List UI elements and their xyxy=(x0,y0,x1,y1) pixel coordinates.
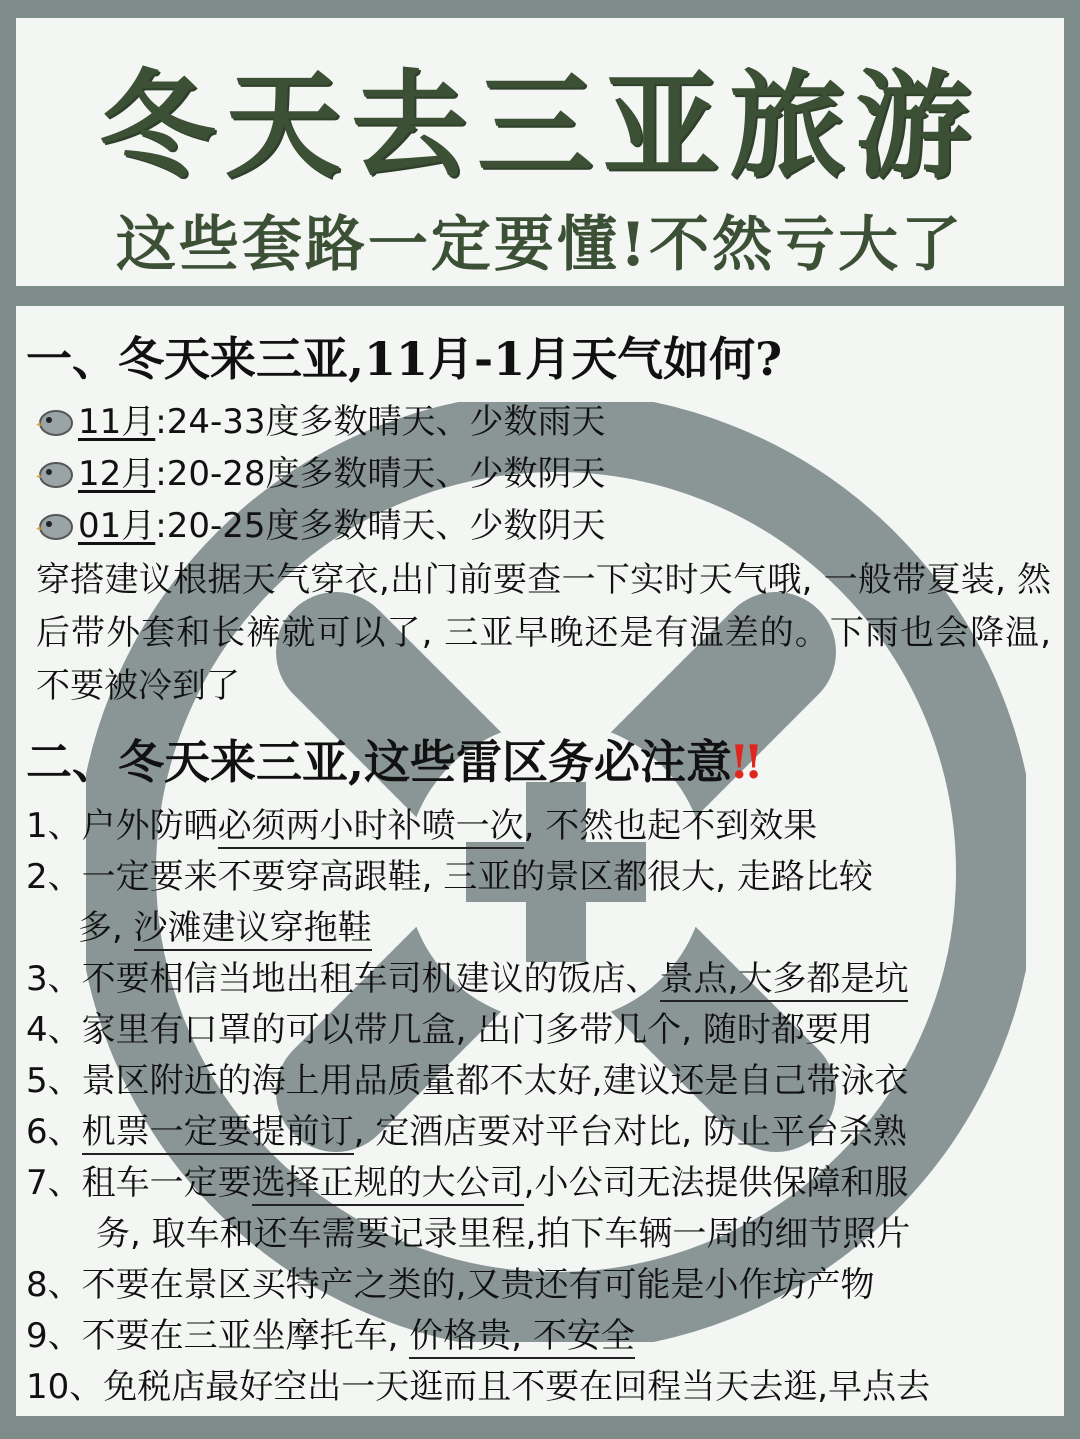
tip-text: 6、 xyxy=(26,1112,82,1152)
double-exclamation-icon: ‼ xyxy=(732,735,755,789)
tip-item xyxy=(26,1056,1064,1107)
tips-list xyxy=(26,801,1064,1413)
tip-item xyxy=(26,1311,1064,1362)
tip-text: 2、一定要来不要穿高跟鞋, 三亚的景区都很大, 走路比较 xyxy=(26,857,873,897)
tip-text: , 不然也起不到效果 xyxy=(523,806,818,846)
tip-item xyxy=(26,852,1064,954)
tip-item xyxy=(26,1158,1064,1260)
content-body xyxy=(16,306,1064,1413)
tip-item xyxy=(26,1005,1064,1056)
tip-item xyxy=(26,954,1064,1005)
tip-text: 3、不要相信当地出租车司机建议的饭店、 xyxy=(26,959,660,999)
tip-text: 1、户外防晒 xyxy=(26,806,218,846)
weather-text: :24-33度多数晴天、少数雨天 xyxy=(155,402,606,442)
section1-title: 一、冬天来三亚,11月-1月天气如何? xyxy=(26,332,783,386)
tip-highlight: 必须两小时补喷一次 xyxy=(218,806,524,849)
clothing-advice: 穿搭建议根据天气穿衣,出门前要查一下实时天气哦, 一般带夏装, 然后带外套和长裤就可以了, 三亚早晚还是有温差的。下雨也会降温, 不要被冷到了 xyxy=(36,560,1051,706)
tip-highlight: 沙滩建议穿拖鞋 xyxy=(134,908,372,951)
tip-text: 5、景区附近的海上用品质量都不太好,建议还是自己带泳衣 xyxy=(26,1061,909,1101)
page-title: 冬天去三亚旅游 xyxy=(99,58,981,194)
weather-item xyxy=(36,500,1064,552)
weather-month: 12月 xyxy=(78,454,156,494)
tip-text: 多, xyxy=(78,908,134,948)
header-card xyxy=(16,18,1064,286)
tip-text: 4、家里有口罩的可以带几盒, 出门多带几个, 随时都要用 xyxy=(26,1010,873,1050)
weather-item xyxy=(36,396,1064,448)
tip-highlight: 选择正规的大公司 xyxy=(252,1163,524,1206)
weather-text: :20-28度多数晴天、少数阴天 xyxy=(155,454,606,494)
weather-month: 01月 xyxy=(78,506,156,546)
tip-highlight: 价格贵, 不安全 xyxy=(409,1316,635,1359)
bird-icon xyxy=(36,458,74,490)
section2-title xyxy=(26,731,1064,793)
tip-continuation xyxy=(26,903,1064,954)
tip-text: 10、免税店最好空出一天逛而且不要在回程当天去逛,早点去 xyxy=(26,1367,931,1407)
tip-item xyxy=(26,1107,1064,1158)
weather-month: 11月 xyxy=(78,402,156,442)
tip-text: ,小公司无法提供保障和服 xyxy=(523,1163,909,1203)
weather-item xyxy=(36,448,1064,500)
tip-highlight: 景点,大多都是坑 xyxy=(660,959,909,1002)
tip-text: 9、不要在三亚坐摩托车, xyxy=(26,1316,410,1356)
tip-item xyxy=(26,801,1064,852)
bird-icon xyxy=(36,510,74,542)
tip-text: 7、租车一定要 xyxy=(26,1163,252,1203)
tip-continuation: 务, 取车和还车需要记录里程,拍下车辆一周的细节照片 xyxy=(96,1214,911,1254)
tip-item xyxy=(26,1362,1064,1413)
weather-text: :20-25度多数晴天、少数阴天 xyxy=(155,506,606,546)
tip-text: , 定酒店要对平台对比, 防止平台杀熟 xyxy=(353,1112,907,1152)
bird-icon xyxy=(36,406,74,438)
weather-list xyxy=(36,396,1064,552)
page-subtitle: 这些套路一定要懂!不然亏大了 xyxy=(115,210,965,280)
tip-item xyxy=(26,1260,1064,1311)
tip-text: 8、不要在景区买特产之类的,又贵还有可能是小作坊产物 xyxy=(26,1265,875,1305)
section2-title-text: 二、冬天来三亚,这些雷区务必注意 xyxy=(26,735,733,789)
content-card xyxy=(16,306,1064,1416)
tip-highlight: 机票一定要提前订 xyxy=(82,1112,354,1155)
